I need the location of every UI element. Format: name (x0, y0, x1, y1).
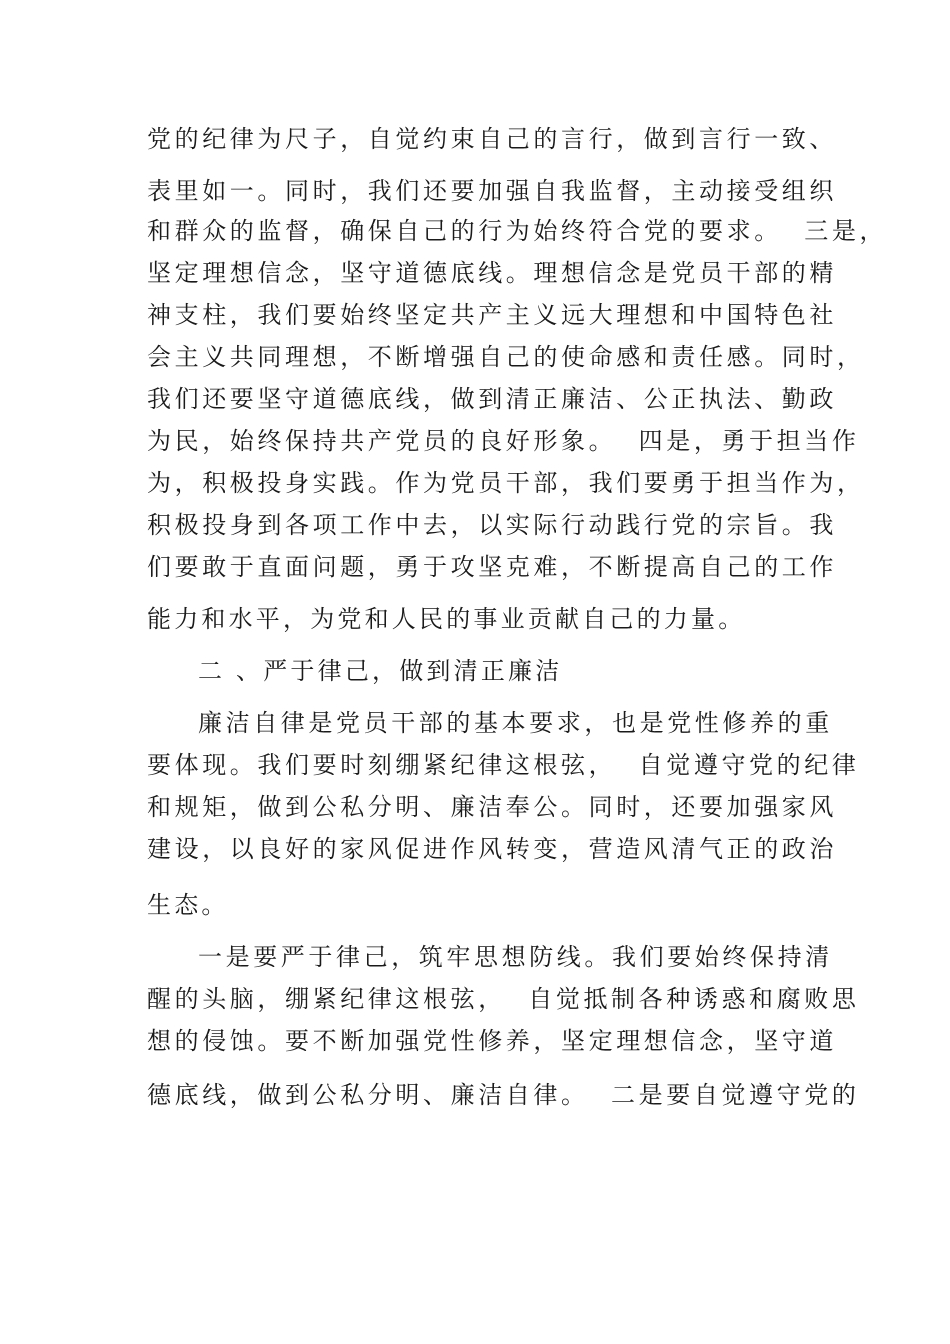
text-line-11: 们要敢于直面问题，勇于攻坚克难，不断提高自己的工作 (147, 553, 837, 581)
text-line-19: 一是要严于律己，筑牢思想防线。我们要始终保持清 (198, 943, 833, 971)
text-line-1: 党的纪律为尺子，自觉约束自己的言行，做到言行一致、 (147, 125, 837, 153)
text-line-17: 建设，以良好的家风促进作风转变，营造风清气正的政治 (147, 835, 837, 863)
text-line-14: 廉洁自律是党员干部的基本要求，也是党性修养的重 (198, 709, 833, 737)
text-line-4: 坚定理想信念，坚守道德底线。理想信念是党员干部的精 (147, 259, 837, 287)
text-line-8: 为民，始终保持共产党员的良好形象。 四是，勇于担当作 (147, 427, 860, 455)
text-line-18: 生态。 (147, 891, 229, 919)
text-line-5: 神支柱，我们要始终坚定共产主义远大理想和中国特色社 (147, 301, 837, 329)
text-line-9: 为，积极投身实践。作为党员干部，我们要勇于担当作为， (147, 469, 865, 497)
text-line-10: 积极投身到各项工作中去，以实际行动践行党的宗旨。我 (147, 511, 837, 539)
text-line-12: 能力和水平，为党和人民的事业贡献自己的力量。 (147, 605, 746, 633)
text-line-16: 和规矩，做到公私分明、廉洁奉公。同时，还要加强家风 (147, 793, 837, 821)
text-line-3: 和群众的监督，确保自己的行为始终符合党的要求。 三是， (147, 217, 888, 245)
section-heading: 二 、严于律己，做到清正廉洁 (198, 657, 563, 685)
text-line-20: 醒的头脑，绷紧纪律这根弦， 自觉抵制各种诱惑和腐败思 (147, 985, 860, 1013)
text-line-2: 表里如一。同时，我们还要加强自我监督，主动接受组织 (147, 177, 837, 205)
text-line-22: 德底线，做到公私分明、廉洁自律。 二是要自觉遵守党的 (147, 1081, 860, 1109)
text-line-6: 会主义共同理想，不断增强自己的使命感和责任感。同时， (147, 343, 865, 371)
text-line-21: 想的侵蚀。要不断加强党性修养，坚定理想信念，坚守道 (147, 1027, 837, 1055)
text-line-7: 我们还要坚守道德底线，做到清正廉洁、公正执法、勤政 (147, 385, 837, 413)
text-line-15: 要体现。我们要时刻绷紧纪律这根弦， 自觉遵守党的纪律 (147, 751, 860, 779)
